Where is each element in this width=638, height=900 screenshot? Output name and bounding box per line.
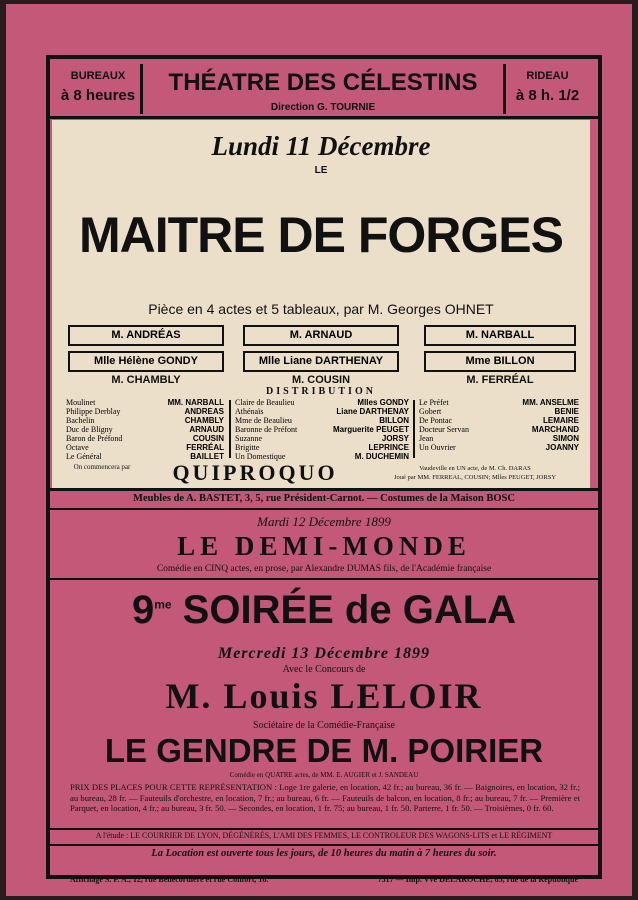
distribution-row [66,425,224,434]
direction: Direction G. TOURNIE [270,102,376,113]
actor-name: ANDREAS [184,407,224,416]
actor-name: FERRÉAL [186,443,224,452]
distribution-row [66,407,224,416]
actor-name: Marguerite PEUGET [332,425,409,434]
actor-name: SIMON [552,434,579,443]
rideau-time: à 8 h. 1/2 [515,87,580,104]
price-list: PRIX DES PLACES POUR CETTE REPRÉSENTATION : Loge 1re galerie, en location, 42 fr.; au bureau, 36 fr. — Baignoires, en location, 32 fr.; au bureau, 28 fr. — Fauteuils d'orchestre, en location, 7 fr.; au bureau, 6 fr. — Fauteuils de balcon, en location, 8 fr.; au bureau, 7 fr. — Première et Parquet, en location, 4 fr.; au bureau, 3 fr. 50. — Secondes, en location, 1 fr. 75; au bureau, 1 fr. 50. Parterre, 1 fr. 50. — Troisièmes, 0 fr. 60. [70,782,580,813]
gala-number: 9 [131,588,155,632]
gala-name: SOIRÉE de GALA [182,588,517,632]
role-name: Duc de Bligny [66,425,113,434]
distribution-row [419,398,579,407]
distribution-row [235,398,409,407]
second-title: LE DEMI-MONDE [177,531,471,561]
distribution-row [66,398,224,407]
furniture-credit: Meubles de A. BASTET, 3, 5, rue Président-Carnot. — Costumes de la Maison BOSC [133,493,515,504]
cast-box: M. ARNAUD [243,325,399,346]
gala-play-note: Comédie en QUATRE actes, de MM. E. AUGIER et J. SANDEAU [229,771,419,779]
cast-box: Mlle Liane DARTHENAY [243,351,399,372]
footer-right: 7517 — Imp. Vve DELAROCHE, 85, rue de la République [377,875,578,884]
second-date: Mardi 12 Décembre 1899 [257,514,391,529]
gala-number-suffix: me [154,597,172,612]
cast-name: M. COUSIN [291,374,351,386]
divider [50,828,598,830]
distribution-column-3 [419,398,579,452]
distribution-row [66,443,224,452]
divider [50,488,598,491]
distribution-label: DISTRIBUTION [266,386,376,397]
cast-box: M. NARBALL [424,325,576,346]
actor-name: JOANNY [545,443,579,452]
role-name: Un Ouvrier [419,443,456,452]
actor-name: LEMAIRE [543,416,579,425]
distribution-row [235,443,409,452]
divider [413,400,415,458]
gala-with: Avec le Concours de [282,664,366,675]
distribution-row [419,407,579,416]
role-name: Philippe Derblay [66,407,121,416]
role-name: Docteur Servan [419,425,469,434]
divider [50,578,598,580]
role-name: Moulinet [66,398,96,407]
actor-name: MM. ANSELME [522,398,579,407]
actor-name: JORSY [381,434,409,443]
actor-name: CHAMBLY [184,416,224,425]
role-name: Brigitte [235,443,260,452]
cast-box: M. ANDRÉAS [68,325,224,346]
cast-box: Mlle Hélène GONDY [68,351,224,372]
distribution-row [235,434,409,443]
distribution-row [419,443,579,452]
first-title: MAITRE DE FORGES [78,207,564,263]
actor-name: LEPRINCE [368,443,409,452]
cast-name: M. FERRÉAL [466,374,534,386]
distribution-column-1 [66,398,224,461]
rideau-label: RIDEAU [526,70,569,82]
role-name: Baron de Préfond [66,434,123,443]
distribution-row [235,425,409,434]
role-name: Bachelin [66,416,95,425]
gala-title [50,588,598,632]
role-name: Le Préfet [419,398,449,407]
role-name: Mme de Beaulieu [235,416,292,425]
divider [50,508,598,510]
cast-name: M. CHAMBLY [111,374,181,386]
role-name: Jean [419,434,434,443]
role-name: Baronne de Préfont [235,425,298,434]
role-name: Gobert [419,407,442,416]
divider [229,400,231,458]
gala-star-note: Sociétaire de la Comédie-Française [253,720,395,731]
role-name: Le Général [66,452,102,461]
second-subtitle: Comédie en CINQ actes, en prose, par Alexandre DUMAS fils, de l'Académie française [156,564,492,574]
distribution-row [419,416,579,425]
distribution-row [419,425,579,434]
distribution-row [235,416,409,425]
actor-name: BENIE [554,407,579,416]
actor-name: BAILLET [190,452,224,461]
cast-box: Mme BILLON [424,351,576,372]
distribution-row [66,416,224,425]
role-name: Athénaïs [235,407,264,416]
divider [50,116,598,119]
role-name: Octave [66,443,89,452]
bureaux-time: à 8 heures [60,87,136,104]
gala-date: Mercredi 13 Décembre 1899 [217,645,431,662]
bureaux-label: BUREAUX [70,70,126,82]
actor-name: Liane DARTHENAY [336,407,409,416]
actor-name: MARCHAND [531,425,579,434]
upcoming-plays: A l'étude : LE COURRIER DE LYON, DÉGÉNÉRÉS, L'AMI DES FEMMES, LE CONTROLEUR DES WAGONS-LITS et LE RÉGIMENT [95,831,553,840]
role-name: Suzanne [235,434,263,443]
distribution-row [419,434,579,443]
first-date: Lundi 11 Décembre [211,131,431,161]
divider [50,844,598,846]
distribution-row [66,434,224,443]
theatre-title: THÉATRE DES CÉLESTINS [168,69,478,96]
first-subtitle: Pièce en 4 actes et 5 tableaux, par M. Georges OHNET [148,301,494,317]
opening-note: Vaudeville en UN acte, de M. Ch. DARAS [419,465,531,472]
opening-title: QUIPROQUO [172,460,338,485]
role-name: Un Domestique [235,452,286,461]
actor-name: BILLON [379,416,409,425]
actor-name: M. DUCHEMIN [354,452,409,461]
gala-star: M. Louis LELOIR [165,676,483,716]
gala-play: LE GENDRE DE M. POIRIER [104,732,544,769]
first-le: LE [314,165,328,176]
opening-label: On commencera par [73,463,131,471]
role-name: De Pontac [419,416,453,425]
actor-name: ARNAUD [189,425,224,434]
box-office-hours: La Location est ouverte tous les jours, de 10 heures du matin à 7 heures du soir. [151,848,497,859]
distribution-column-2 [235,398,409,461]
actor-name: Mlles GONDY [357,398,409,407]
footer-left: Affichage S. P. A., 12, rue Bellecordière et rue Confort, 16. [70,875,269,884]
role-name: Claire de Beaulieu [235,398,295,407]
distribution-row [235,407,409,416]
actor-name: COUSIN [192,434,224,443]
actor-name: MM. NARBALL [167,398,224,407]
opening-cast: Joué par MM. FERREAL, COUSIN; Mlles PEUGET, JORSY [393,474,557,481]
